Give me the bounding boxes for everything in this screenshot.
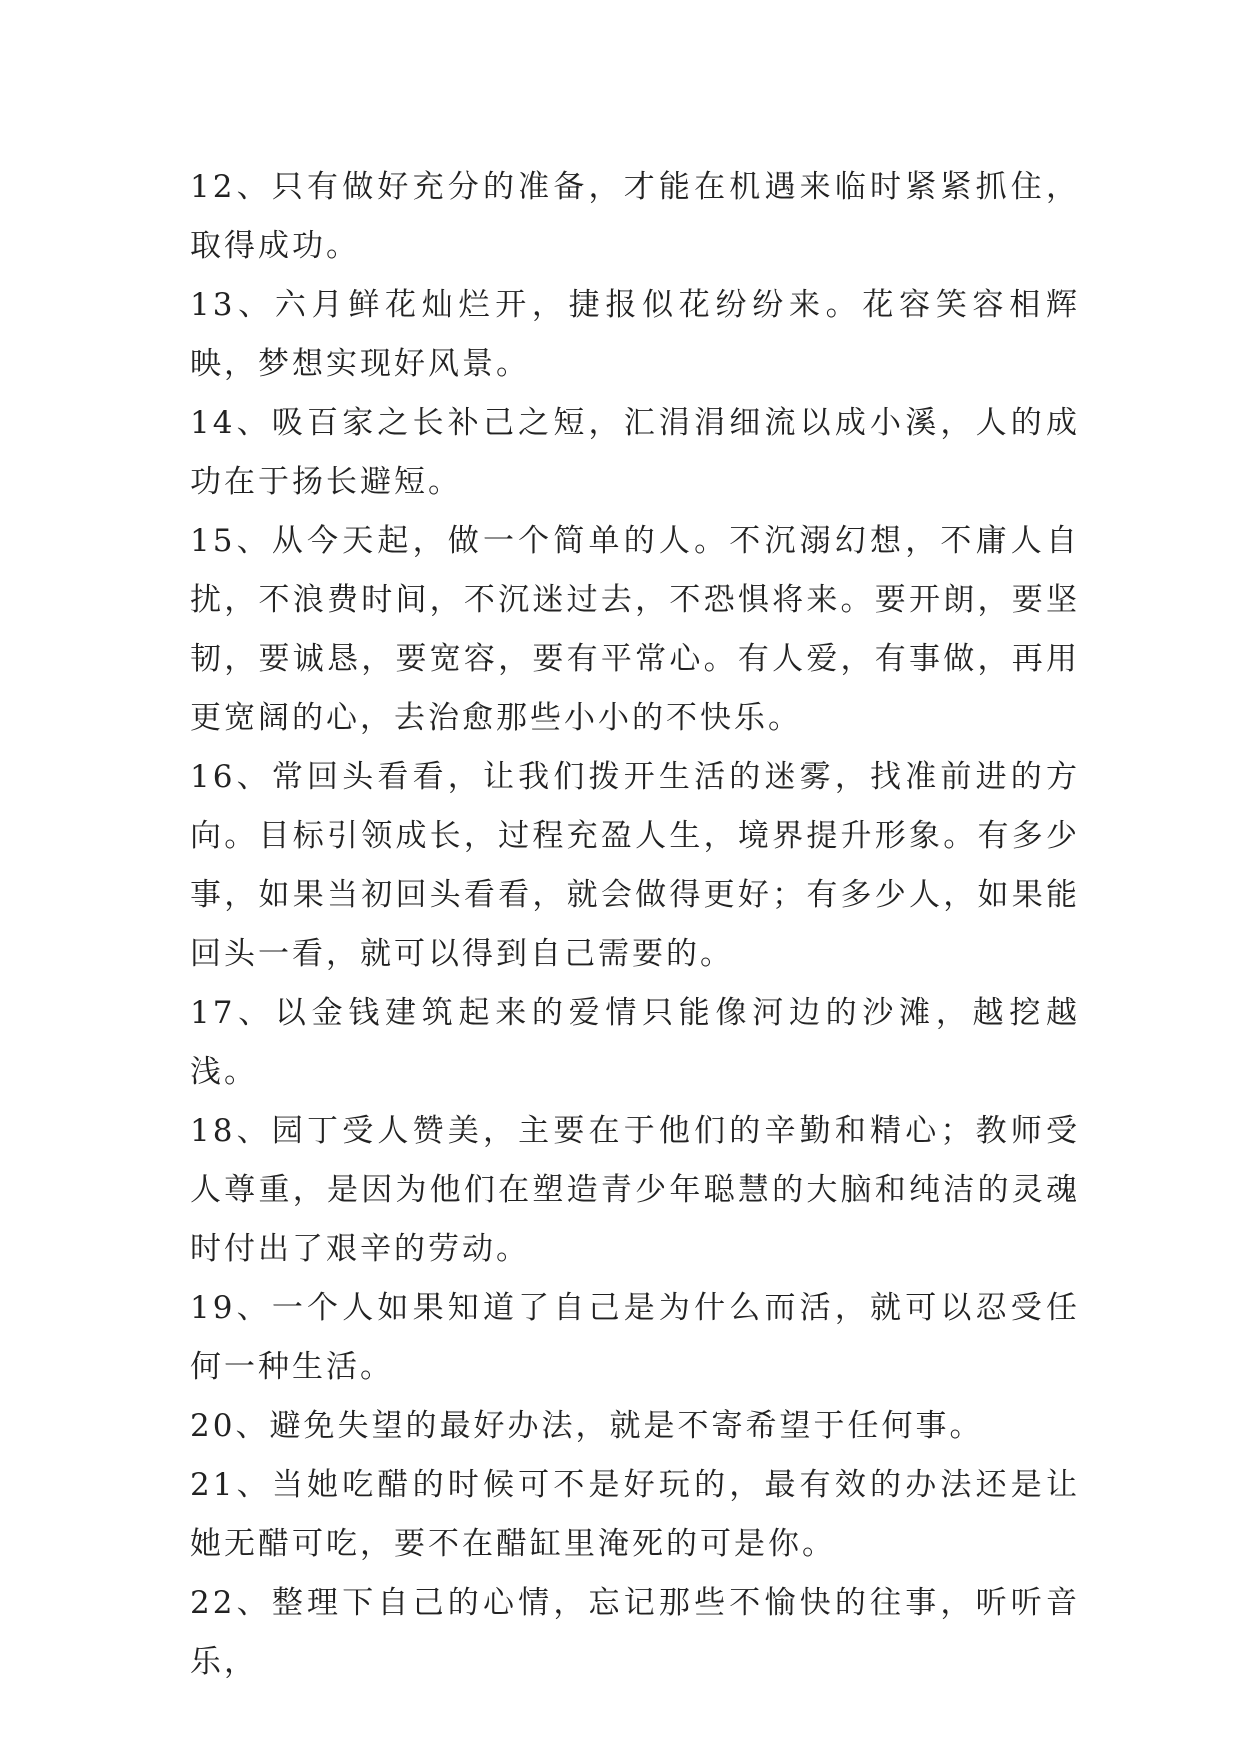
quote-entry-22: 22、整理下自己的心情，忘记那些不愉快的往事，听听音乐， [190, 1585, 1080, 1680]
quote-entry-18: 18、园丁受人赞美，主要在于他们的辛勤和精心；教师受人尊重，是因为他们在塑造青少年聪慧的大脑和纯洁的灵魂时付出了艰辛的劳动。 [190, 1113, 1080, 1267]
quote-entry-12: 12、只有做好充分的准备，才能在机遇来临时紧紧抓住，取得成功。 [190, 169, 1080, 264]
quote-list [190, 158, 1080, 1692]
quote-entry-17: 17、以金钱建筑起来的爱情只能像河边的沙滩，越挖越浅。 [190, 995, 1080, 1090]
quote-entry-15: 15、从今天起，做一个简单的人。不沉溺幻想，不庸人自扰，不浪费时间，不沉迷过去，不恐惧将来。要开朗，要坚韧，要诚恳，要宽容，要有平常心。有人爱，有事做，再用更宽阔的心，去治愈那些小小的不快乐。 [190, 523, 1080, 736]
quote-entry-20: 20、避免失望的最好办法，就是不寄希望于任何事。 [190, 1408, 984, 1444]
quote-entry-21: 21、当她吃醋的时候可不是好玩的，最有效的办法还是让她无醋可吃，要不在醋缸里淹死的可是你。 [190, 1467, 1080, 1562]
quote-entry-16: 16、常回头看看，让我们拨开生活的迷雾，找准前进的方向。目标引领成长，过程充盈人生，境界提升形象。有多少事，如果当初回头看看，就会做得更好；有多少人，如果能回头一看，就可以得到自己需要的。 [190, 759, 1080, 972]
quote-entry-19: 19、一个人如果知道了自己是为什么而活，就可以忍受任何一种生活。 [190, 1290, 1080, 1385]
quote-entry-14: 14、吸百家之长补己之短，汇涓涓细流以成小溪，人的成功在于扬长避短。 [190, 405, 1080, 500]
quote-entry-13: 13、六月鲜花灿烂开，捷报似花纷纷来。花容笑容相辉映，梦想实现好风景。 [190, 287, 1080, 382]
